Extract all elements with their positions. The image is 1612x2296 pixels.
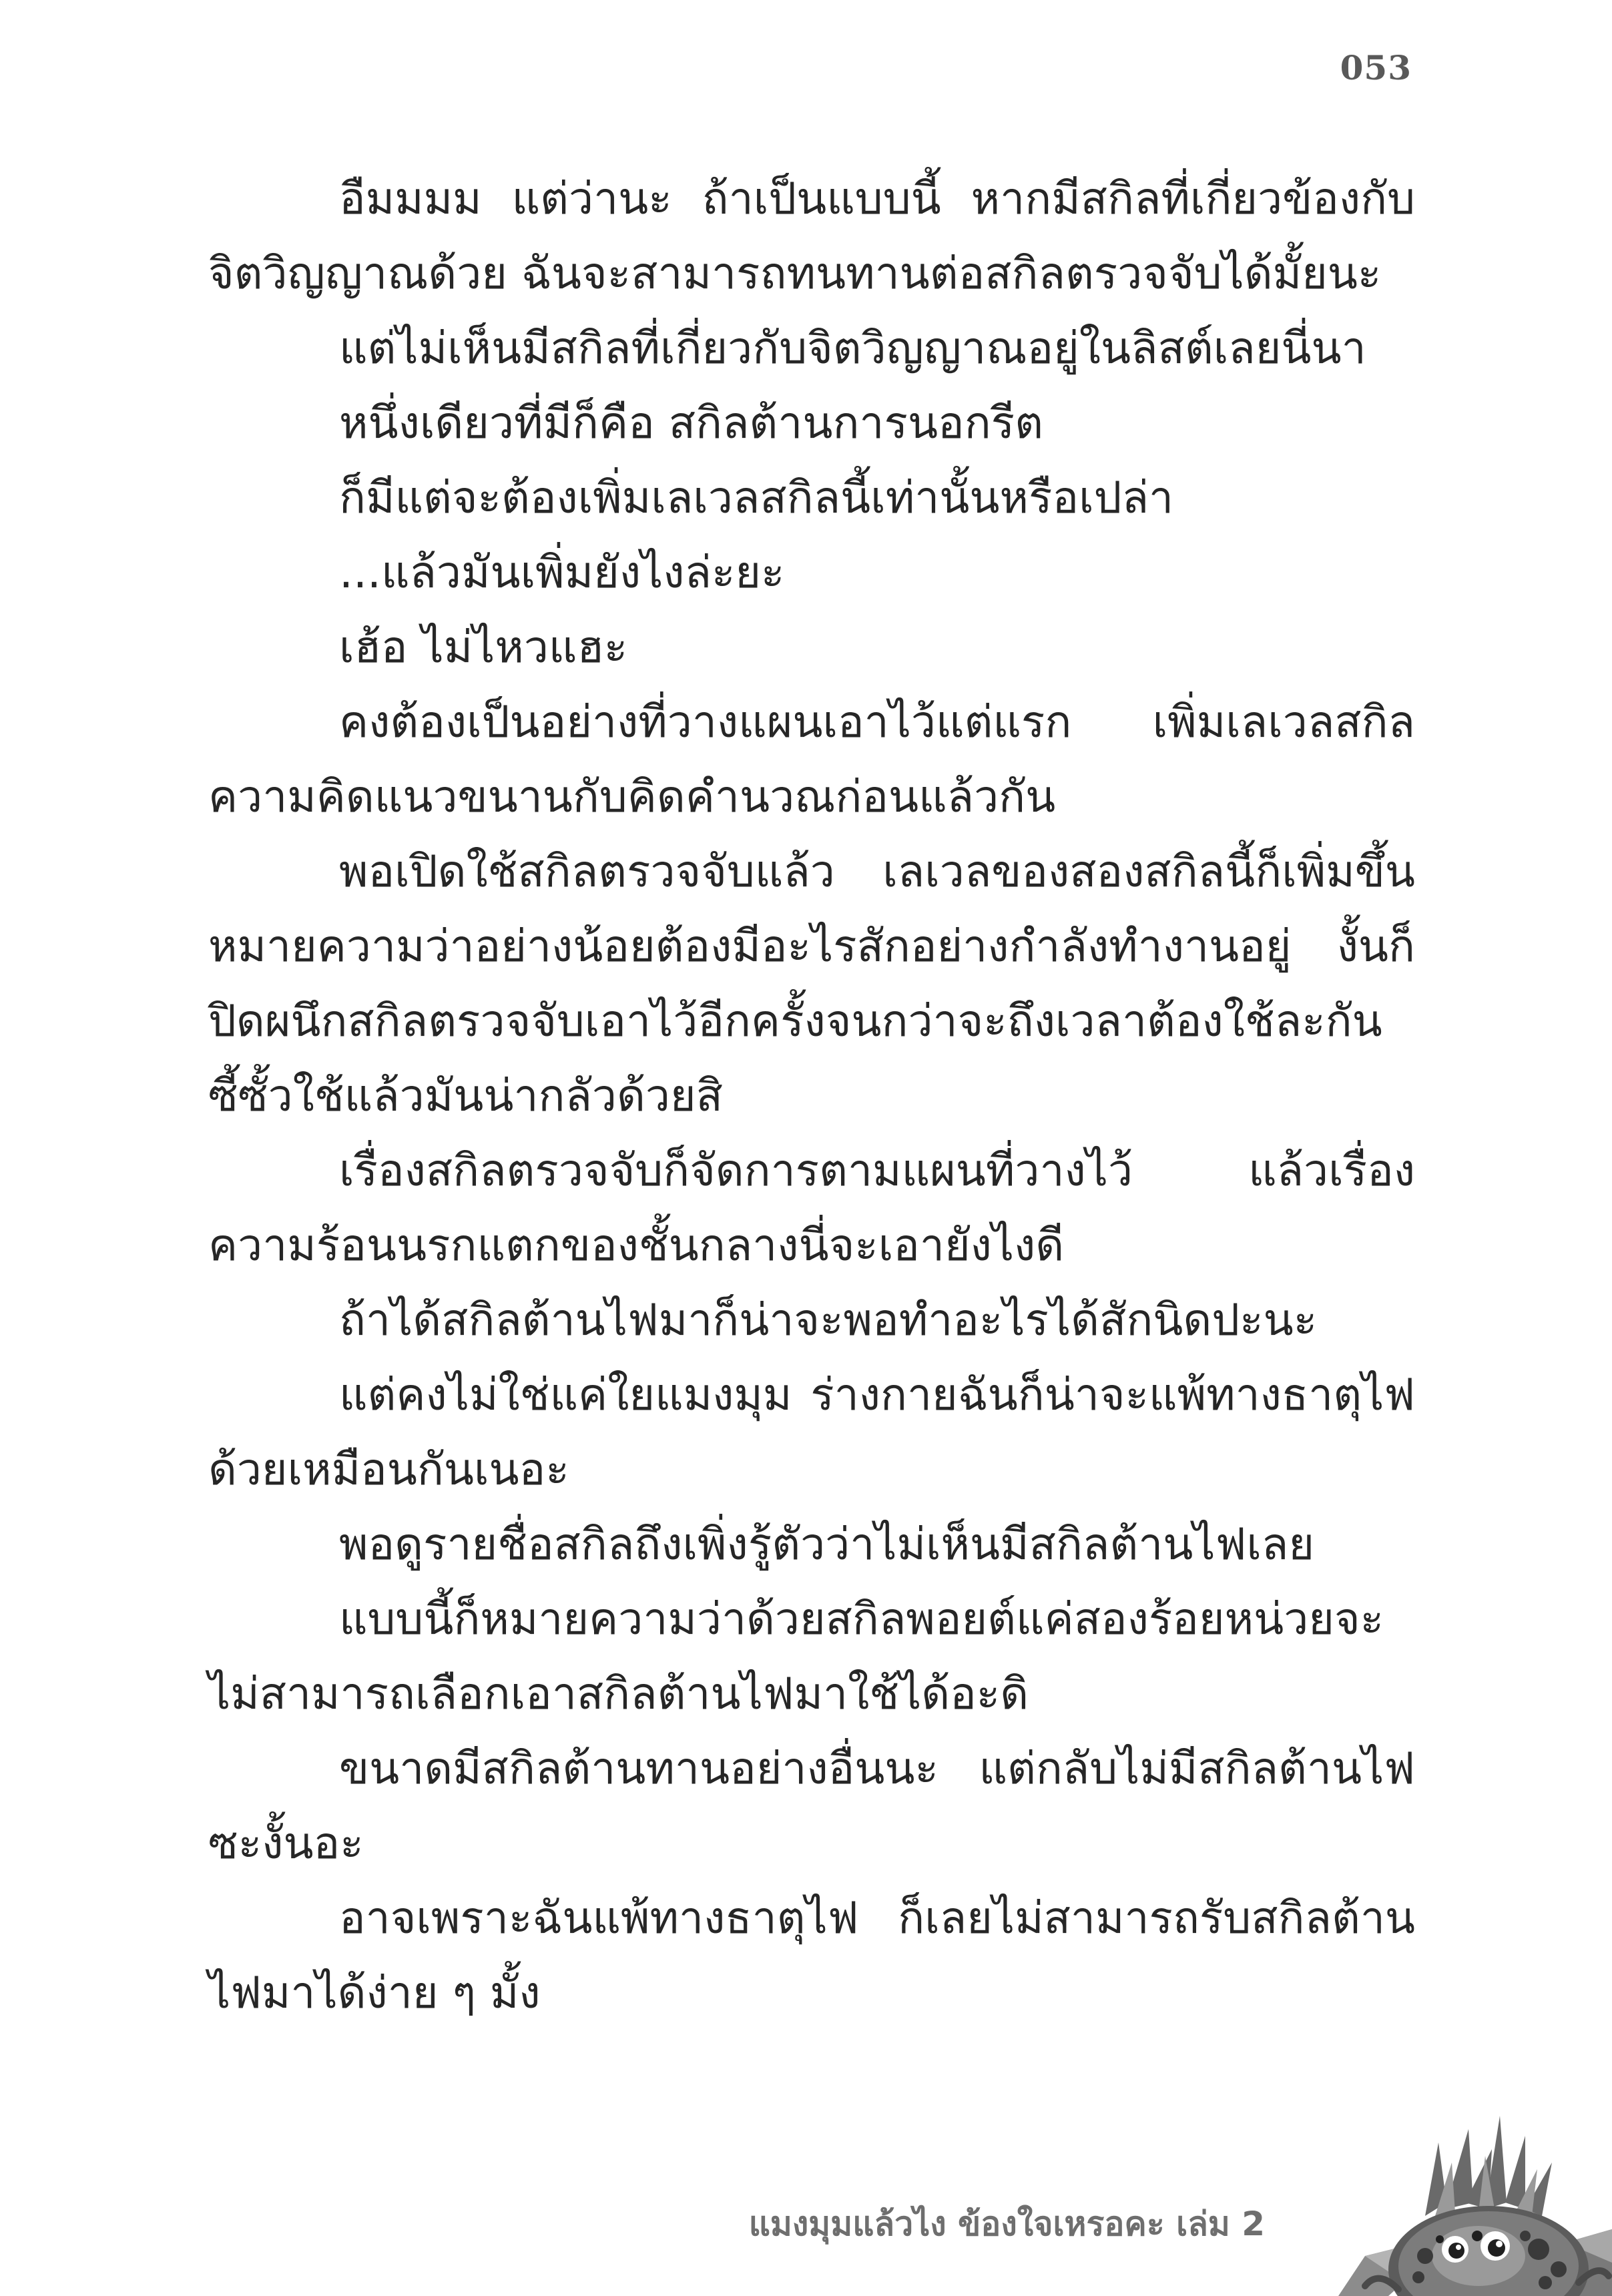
paragraph: คงต้องเป็นอย่างที่วางแผนเอาไว้แต่แรก เพิ่มเลเวลสกิลความคิดแนวขนานกับคิดคำนวณก่อนแล้วกัน [208,696,1415,822]
paragraph: ขนาดมีสกิลต้านทานอย่างอื่นนะ แต่กลับไม่มีสกิลต้านไฟซะงั้นอะ [208,1743,1415,1869]
paragraph: พอเปิดใช้สกิลตรวจจับแล้ว เลเวลของสองสกิลนี้ก็เพิ่มขึ้นหมายความว่าอย่างน้อยต้องมีอะไรสักอย่างกำลังทำงานอยู่ งั้นก็ปิดผนึกสกิลตรวจจับเอาไว้อีกครั้งจนกว่าจะถึงเวลาต้องใช้ละกัน ซี้ซั้วใช้แล้วมันน่ากลัวด้วยสิ [208,846,1415,1121]
paragraph: แต่คงไม่ใช่แค่ใยแมงมุม ร่างกายฉันก็น่าจะแพ้ทางธาตุไฟด้วยเหมือนกันเนอะ [208,1369,1415,1495]
paragraph: อืมมมม แต่ว่านะ ถ้าเป็นแบบนี้ หากมีสกิลที่เกี่ยวข้องกับจิตวิญญาณด้วย ฉันจะสามารถทนทานต่อสกิลตรวจจับได้มั้ยนะ [208,173,1415,299]
paragraph: เฮ้อ ไม่ไหวแฮะ [339,621,628,673]
spider-mascot-icon [1325,2102,1612,2296]
paragraph: ก็มีแต่จะต้องเพิ่มเลเวลสกิลนี้เท่านั้นหรือเปล่า [339,472,1174,523]
paragraph: หนึ่งเดียวที่มีก็คือ สกิลต้านการนอกรีต [339,397,1043,449]
page-footer [0,2102,1612,2296]
body-text [208,162,1415,2030]
paragraph: แบบนี้ก็หมายความว่าด้วยสกิลพอยต์แค่สองร้อยหน่วยจะไม่สามารถเลือกเอาสกิลต้านไฟมาใช้ได้อะดิ [208,1593,1384,1719]
paragraph: พอดูรายชื่อสกิลถึงเพิ่งรู้ตัวว่าไม่เห็นมีสกิลต้านไฟเลย [339,1518,1314,1570]
book-title: แมงมุมแล้วไง ข้องใจเหรอคะ เล่ม 2 [748,2205,1265,2243]
paragraph: แต่ไม่เห็นมีสกิลที่เกี่ยวกับจิตวิญญาณอยู่ในลิสต์เลยนี่นา [339,322,1366,374]
paragraph: เรื่องสกิลตรวจจับก็จัดการตามแผนที่วางไว้ แล้วเรื่องความร้อนนรกแตกของชั้นกลางนี่จะเอายังไงดี [208,1145,1415,1271]
paragraph: ...แล้วมันเพิ่มยังไงล่ะยะ [339,547,785,598]
page-number: 053 [1340,48,1412,87]
paragraph: อาจเพราะฉันแพ้ทางธาตุไฟ ก็เลยไม่สามารถรับสกิลต้านไฟมาได้ง่าย ๆ มั้ง [208,1892,1415,2018]
paragraph: ถ้าได้สกิลต้านไฟมาก็น่าจะพอทำอะไรได้สักนิดปะนะ [339,1294,1318,1346]
